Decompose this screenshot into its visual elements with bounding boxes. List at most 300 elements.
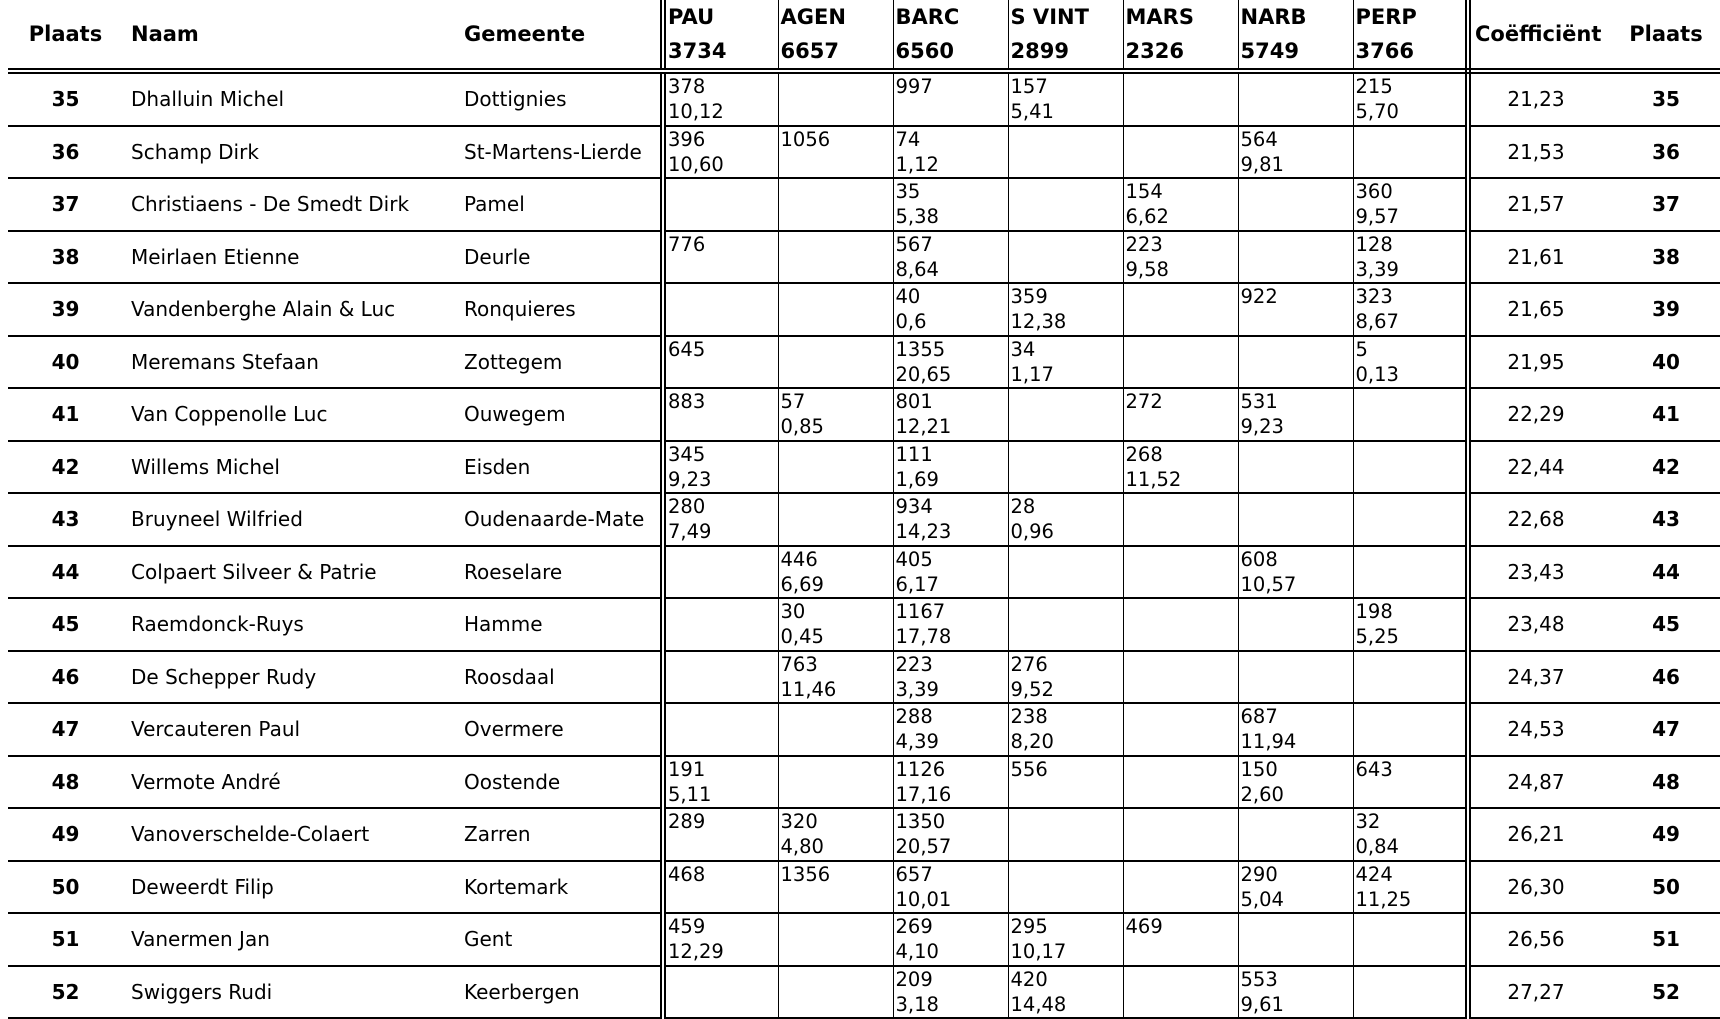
result-position	[1356, 914, 1466, 939]
result-position	[781, 337, 893, 362]
cell-naam: Vandenberghe Alain & Luc	[123, 283, 456, 336]
cell-race-result	[778, 703, 893, 756]
cell-race-result	[1008, 336, 1123, 389]
cell-coefficient: 21,61	[1468, 231, 1601, 284]
cell-gemeente: Zarren	[456, 808, 663, 861]
result-position: 35	[895, 180, 921, 203]
result-coefficient: 1,69	[895, 467, 939, 491]
result-position	[781, 494, 893, 519]
result-position	[1126, 967, 1238, 992]
cell-plaats: 49	[8, 808, 123, 861]
result-coefficient: 14,48	[1010, 992, 1067, 1016]
result-coefficient	[1126, 729, 1238, 754]
cell-race-result	[1238, 388, 1353, 441]
table-header-row	[8, 0, 1720, 71]
race-name: PERP	[1355, 5, 1417, 29]
cell-race-result	[778, 71, 893, 126]
result-position: 556	[1010, 757, 1048, 781]
result-coefficient: 8,64	[895, 257, 939, 281]
table-row	[8, 546, 1720, 599]
result-coefficient	[668, 834, 778, 859]
cell-race-result	[663, 546, 778, 599]
result-position	[1241, 599, 1353, 624]
cell-race-result	[1238, 808, 1353, 861]
result-coefficient	[781, 992, 893, 1017]
result-position: 209	[895, 967, 933, 991]
result-position	[1126, 284, 1238, 309]
result-coefficient	[1126, 309, 1238, 334]
result-position	[1126, 809, 1238, 834]
cell-naam: Deweerdt Filip	[123, 861, 456, 914]
cell-race-result	[1008, 71, 1123, 126]
race-count: 6657	[780, 39, 839, 63]
result-position: 30	[780, 600, 806, 623]
result-position: 446	[780, 547, 818, 571]
header-coefficient: Coëfficiënt	[1468, 0, 1601, 71]
result-position: 468	[668, 862, 706, 886]
result-coefficient: 5,38	[895, 205, 939, 228]
result-position: 643	[1355, 757, 1393, 781]
cell-race-result	[778, 598, 893, 651]
cell-coefficient: 21,53	[1468, 126, 1601, 179]
cell-coefficient: 23,43	[1468, 546, 1601, 599]
cell-plaats: 48	[8, 756, 123, 809]
cell-race-result	[893, 546, 1008, 599]
result-coefficient	[668, 992, 778, 1017]
cell-plaats-right: 50	[1601, 861, 1720, 914]
cell-coefficient: 26,21	[1468, 808, 1601, 861]
result-position	[781, 74, 893, 99]
cell-gemeente: Oudenaarde-Mate	[456, 493, 663, 546]
cell-gemeente: Hamme	[456, 598, 663, 651]
result-coefficient: 17,78	[895, 625, 952, 648]
cell-gemeente: Keerbergen	[456, 966, 663, 1019]
cell-plaats: 41	[8, 388, 123, 441]
result-position: 801	[895, 390, 933, 413]
result-coefficient: 10,57	[1240, 572, 1297, 596]
result-coefficient: 11,25	[1355, 887, 1412, 911]
cell-gemeente: Dottignies	[456, 71, 663, 126]
table-row	[8, 703, 1720, 756]
cell-coefficient: 21,57	[1468, 178, 1601, 231]
result-coefficient	[1126, 152, 1238, 177]
result-position	[668, 704, 778, 729]
cell-race-result	[1353, 598, 1468, 651]
result-coefficient	[781, 152, 893, 177]
result-position: 883	[668, 390, 706, 413]
header-plaats: Plaats	[8, 0, 123, 71]
result-coefficient: 8,20	[1010, 730, 1054, 753]
result-coefficient	[781, 99, 893, 124]
table-row	[8, 861, 1720, 914]
cell-race-result	[663, 703, 778, 756]
result-position	[1126, 127, 1238, 152]
result-position: 320	[780, 810, 818, 833]
table-row	[8, 756, 1720, 809]
cell-race-result	[663, 231, 778, 284]
cell-race-result	[893, 651, 1008, 704]
result-position	[1011, 442, 1123, 467]
result-coefficient	[781, 204, 893, 229]
result-position	[1011, 809, 1123, 834]
cell-coefficient: 26,30	[1468, 861, 1601, 914]
result-position: 191	[668, 757, 706, 781]
cell-race-result	[778, 178, 893, 231]
cell-race-result	[663, 126, 778, 179]
result-position: 1167	[895, 600, 946, 623]
result-position: 405	[895, 547, 933, 571]
result-position: 997	[895, 75, 933, 98]
cell-naam: Bruyneel Wilfried	[123, 493, 456, 546]
result-coefficient: 10,01	[895, 887, 952, 911]
cell-naam: Vermote André	[123, 756, 456, 809]
cell-plaats: 47	[8, 703, 123, 756]
result-position	[781, 757, 893, 782]
cell-race-result	[893, 71, 1008, 126]
result-coefficient	[781, 782, 893, 807]
cell-plaats-right: 38	[1601, 231, 1720, 284]
result-coefficient	[1356, 939, 1466, 964]
table-row	[8, 598, 1720, 651]
table-row	[8, 808, 1720, 861]
cell-race-result	[1353, 231, 1468, 284]
cell-coefficient: 24,87	[1468, 756, 1601, 809]
cell-race-result	[1238, 598, 1353, 651]
cell-race-result	[1353, 651, 1468, 704]
cell-race-result	[1008, 861, 1123, 914]
cell-race-result	[1123, 336, 1238, 389]
result-coefficient	[1011, 467, 1123, 492]
result-coefficient	[1241, 677, 1353, 702]
result-coefficient: 12,38	[1010, 310, 1067, 333]
result-position: 420	[1010, 967, 1048, 991]
cell-race-result	[1238, 178, 1353, 231]
result-coefficient: 20,65	[895, 362, 952, 386]
result-coefficient	[668, 309, 778, 334]
result-coefficient: 0,84	[1355, 835, 1399, 858]
result-position: 223	[1125, 232, 1163, 256]
cell-plaats: 36	[8, 126, 123, 179]
cell-race-result	[1238, 756, 1353, 809]
result-position: 567	[895, 232, 933, 256]
cell-coefficient: 22,29	[1468, 388, 1601, 441]
header-race-pau	[663, 0, 778, 71]
result-coefficient	[1126, 834, 1238, 859]
cell-plaats-right: 52	[1601, 966, 1720, 1019]
result-coefficient: 5,04	[1240, 887, 1284, 911]
cell-naam: De Schepper Rudy	[123, 651, 456, 704]
result-position	[1126, 862, 1238, 887]
result-position: 28	[1010, 495, 1036, 518]
result-position: 32	[1355, 810, 1381, 833]
cell-race-result	[1238, 966, 1353, 1019]
result-position	[1241, 179, 1353, 204]
result-position: 424	[1355, 862, 1393, 886]
cell-race-result	[893, 808, 1008, 861]
result-position: 469	[1125, 915, 1163, 938]
cell-naam: Vanermen Jan	[123, 913, 456, 966]
result-position: 154	[1125, 180, 1163, 203]
result-coefficient	[781, 467, 893, 492]
result-coefficient: 11,46	[780, 677, 837, 701]
result-position: 269	[895, 915, 933, 938]
race-count: 6560	[895, 39, 954, 63]
result-position	[1011, 389, 1123, 414]
result-coefficient: 3,39	[895, 677, 939, 701]
result-coefficient: 11,52	[1125, 467, 1182, 491]
result-coefficient	[1126, 992, 1238, 1017]
result-position	[1011, 862, 1123, 887]
cell-race-result	[663, 336, 778, 389]
table-row	[8, 913, 1720, 966]
result-coefficient	[1241, 467, 1353, 492]
header-race-mars	[1123, 0, 1238, 71]
result-position	[1126, 337, 1238, 362]
result-coefficient: 9,23	[1240, 415, 1284, 438]
result-coefficient	[668, 204, 778, 229]
result-position	[1356, 389, 1466, 414]
cell-coefficient: 21,65	[1468, 283, 1601, 336]
cell-coefficient: 22,68	[1468, 493, 1601, 546]
result-position	[668, 284, 778, 309]
race-count: 5749	[1240, 39, 1299, 63]
cell-race-result	[1008, 178, 1123, 231]
cell-coefficient: 21,95	[1468, 336, 1601, 389]
result-coefficient	[1011, 887, 1123, 912]
cell-race-result	[1353, 178, 1468, 231]
result-position: 5	[1355, 337, 1368, 361]
cell-race-result	[1353, 808, 1468, 861]
cell-race-result	[1238, 231, 1353, 284]
result-coefficient: 2,60	[1240, 782, 1284, 806]
result-position: 934	[895, 495, 933, 518]
result-position: 128	[1355, 232, 1393, 256]
result-position: 198	[1355, 600, 1393, 623]
result-coefficient	[668, 257, 778, 282]
cell-race-result	[1008, 913, 1123, 966]
cell-race-result	[1008, 493, 1123, 546]
table-row	[8, 966, 1720, 1019]
result-position: 57	[780, 390, 806, 413]
race-name: BARC	[895, 5, 960, 29]
cell-race-result	[1123, 861, 1238, 914]
result-coefficient	[668, 362, 778, 387]
cell-plaats: 42	[8, 441, 123, 494]
result-coefficient	[1241, 624, 1353, 649]
cell-naam: Schamp Dirk	[123, 126, 456, 179]
cell-plaats-right: 51	[1601, 913, 1720, 966]
cell-gemeente: Ronquieres	[456, 283, 663, 336]
result-position	[1011, 127, 1123, 152]
result-coefficient: 20,57	[895, 835, 952, 858]
result-position: 289	[668, 810, 706, 833]
result-position	[781, 914, 893, 939]
cell-race-result	[1353, 756, 1468, 809]
cell-gemeente: Oostende	[456, 756, 663, 809]
result-position	[1356, 704, 1466, 729]
cell-plaats: 46	[8, 651, 123, 704]
result-coefficient: 10,17	[1010, 940, 1067, 963]
result-coefficient: 1,12	[895, 152, 939, 176]
result-coefficient	[1356, 467, 1466, 492]
cell-naam: Colpaert Silveer & Patrie	[123, 546, 456, 599]
cell-race-result	[663, 861, 778, 914]
cell-race-result	[1008, 283, 1123, 336]
result-position	[668, 547, 778, 572]
result-coefficient: 17,16	[895, 782, 952, 806]
result-coefficient: 12,29	[668, 940, 724, 963]
race-name: S VINT	[1010, 5, 1089, 29]
cell-gemeente: Pamel	[456, 178, 663, 231]
cell-race-result	[1123, 441, 1238, 494]
cell-race-result	[663, 808, 778, 861]
ranking-table	[8, 0, 1720, 1019]
result-coefficient	[1356, 572, 1466, 597]
cell-race-result	[778, 808, 893, 861]
result-position: 1126	[895, 757, 946, 781]
race-count: 2899	[1010, 39, 1069, 63]
cell-coefficient: 21,23	[1468, 71, 1601, 126]
result-position	[1126, 757, 1238, 782]
table-row	[8, 493, 1720, 546]
result-position: 1056	[780, 127, 831, 151]
cell-plaats-right: 43	[1601, 493, 1720, 546]
result-position: 763	[780, 652, 818, 676]
result-coefficient	[668, 729, 778, 754]
result-position: 360	[1355, 180, 1393, 203]
cell-race-result	[893, 966, 1008, 1019]
result-coefficient: 4,80	[780, 835, 824, 858]
result-coefficient	[1241, 257, 1353, 282]
result-position: 1350	[895, 810, 946, 833]
result-coefficient	[1356, 729, 1466, 754]
cell-naam: Van Coppenolle Luc	[123, 388, 456, 441]
result-coefficient: 0,96	[1010, 520, 1054, 543]
result-position	[1241, 442, 1353, 467]
header-race-perp	[1353, 0, 1468, 71]
result-position: 396	[668, 127, 706, 151]
cell-race-result	[1353, 861, 1468, 914]
cell-race-result	[1008, 388, 1123, 441]
result-position	[1241, 809, 1353, 834]
cell-race-result	[778, 493, 893, 546]
result-coefficient	[1126, 782, 1238, 807]
result-position	[1126, 704, 1238, 729]
result-coefficient	[1356, 782, 1466, 807]
cell-race-result	[1353, 493, 1468, 546]
table-row	[8, 71, 1720, 126]
cell-race-result	[1238, 861, 1353, 914]
cell-naam: Meremans Stefaan	[123, 336, 456, 389]
result-coefficient	[1241, 309, 1353, 334]
result-coefficient	[1356, 992, 1466, 1017]
result-position: 74	[895, 127, 921, 151]
result-coefficient: 9,57	[1355, 205, 1399, 228]
result-coefficient: 10,12	[668, 100, 724, 123]
cell-gemeente: Gent	[456, 913, 663, 966]
cell-race-result	[778, 231, 893, 284]
result-coefficient: 9,23	[668, 467, 712, 491]
result-coefficient	[1011, 572, 1123, 597]
cell-race-result	[1238, 493, 1353, 546]
result-coefficient: 5,11	[668, 782, 712, 806]
cell-race-result	[663, 178, 778, 231]
table-row	[8, 388, 1720, 441]
table-row	[8, 336, 1720, 389]
cell-plaats-right: 41	[1601, 388, 1720, 441]
result-position	[781, 442, 893, 467]
race-name: PAU	[668, 5, 715, 29]
result-position: 564	[1240, 127, 1278, 151]
cell-plaats-right: 46	[1601, 651, 1720, 704]
cell-race-result	[1123, 546, 1238, 599]
result-position: 553	[1240, 967, 1278, 991]
table-body	[8, 71, 1720, 1018]
result-position: 922	[1240, 285, 1278, 308]
result-coefficient	[781, 362, 893, 387]
header-race-s-vint	[1008, 0, 1123, 71]
cell-race-result	[1238, 703, 1353, 756]
table-row	[8, 231, 1720, 284]
cell-race-result	[1238, 913, 1353, 966]
result-coefficient	[1126, 414, 1238, 439]
cell-gemeente: Ouwegem	[456, 388, 663, 441]
race-count: 3734	[668, 39, 727, 63]
cell-race-result	[778, 861, 893, 914]
result-coefficient: 1,17	[1010, 362, 1054, 386]
result-coefficient: 4,10	[895, 940, 939, 963]
cell-gemeente: Zottegem	[456, 336, 663, 389]
result-coefficient	[668, 677, 778, 702]
result-coefficient	[781, 729, 893, 754]
cell-race-result	[1008, 808, 1123, 861]
header-gemeente: Gemeente	[456, 0, 663, 71]
cell-plaats: 45	[8, 598, 123, 651]
cell-race-result	[1123, 178, 1238, 231]
result-position	[1241, 232, 1353, 257]
cell-race-result	[1353, 703, 1468, 756]
result-position: 150	[1240, 757, 1278, 781]
cell-naam: Meirlaen Etienne	[123, 231, 456, 284]
cell-race-result	[1123, 71, 1238, 126]
result-coefficient: 9,52	[1010, 677, 1054, 701]
cell-plaats: 37	[8, 178, 123, 231]
result-position	[781, 284, 893, 309]
table-row	[8, 651, 1720, 704]
cell-race-result	[663, 598, 778, 651]
cell-race-result	[1008, 703, 1123, 756]
result-position	[1241, 74, 1353, 99]
cell-race-result	[663, 441, 778, 494]
result-coefficient: 3,18	[895, 992, 939, 1016]
cell-race-result	[778, 283, 893, 336]
result-position: 223	[895, 652, 933, 676]
cell-plaats: 52	[8, 966, 123, 1019]
cell-race-result	[1238, 336, 1353, 389]
result-position: 290	[1240, 862, 1278, 886]
result-position	[1241, 652, 1353, 677]
result-coefficient	[1356, 414, 1466, 439]
result-position: 276	[1010, 652, 1048, 676]
cell-race-result	[1008, 546, 1123, 599]
result-position: 288	[895, 705, 933, 728]
result-coefficient: 6,62	[1125, 205, 1169, 228]
result-coefficient: 0,45	[780, 625, 824, 648]
result-position: 238	[1010, 705, 1048, 728]
result-coefficient	[1241, 99, 1353, 124]
cell-race-result	[893, 283, 1008, 336]
cell-race-result	[663, 966, 778, 1019]
